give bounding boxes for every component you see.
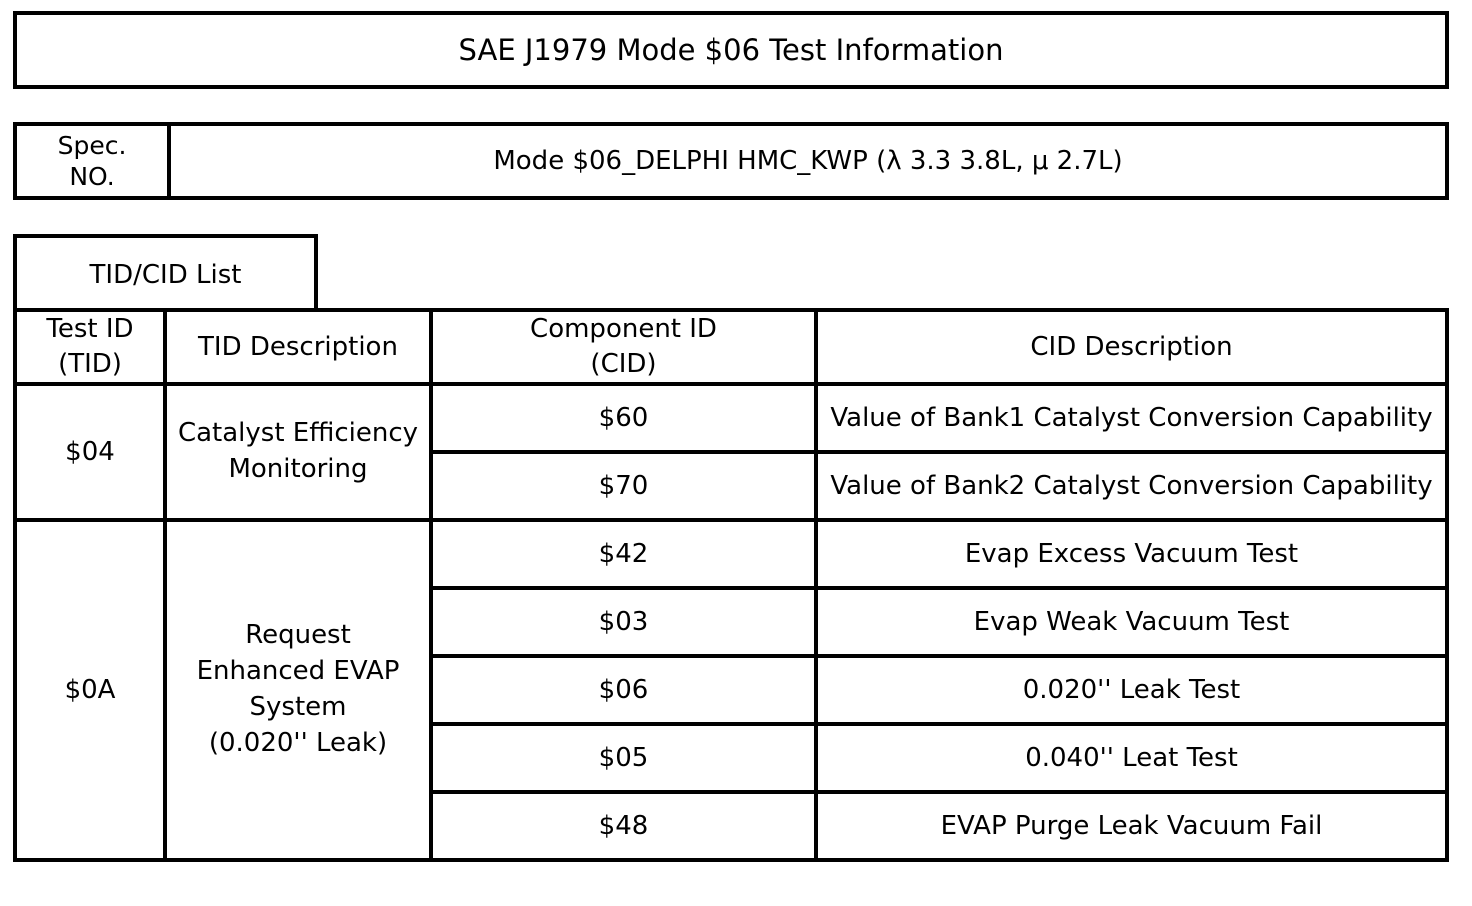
tid-description-cell: Request Enhanced EVAP System (0.020'' Leak) bbox=[165, 520, 431, 860]
tid-cell: $04 bbox=[15, 384, 165, 520]
cid-description-cell: EVAP Purge Leak Vacuum Fail bbox=[816, 792, 1447, 860]
spec-label: Spec. NO. bbox=[17, 126, 171, 196]
spec-value: Mode $06_DELPHI HMC_KWP (λ 3.3 3.8L, μ 2.7L) bbox=[493, 146, 1123, 176]
cid-description-cell: Evap Weak Vacuum Test bbox=[816, 588, 1447, 656]
cid-description-cell: 0.040'' Leat Test bbox=[816, 724, 1447, 792]
table-row bbox=[15, 520, 1447, 588]
tid-cid-table bbox=[13, 308, 1449, 862]
cid-description-cell: Evap Excess Vacuum Test bbox=[816, 520, 1447, 588]
tid-cid-list-label: TID/CID List bbox=[89, 260, 242, 290]
tid-cid-list-tab bbox=[13, 234, 318, 312]
header-test-id: Test ID (TID) bbox=[15, 310, 165, 384]
tid-cell: $0A bbox=[15, 520, 165, 860]
cid-cell: $42 bbox=[431, 520, 816, 588]
document-title bbox=[13, 11, 1449, 89]
title-text: SAE J1979 Mode $06 Test Information bbox=[458, 33, 1004, 67]
tid-description-cell: Catalyst Efficiency Monitoring bbox=[165, 384, 431, 520]
cid-description-cell: Value of Bank1 Catalyst Conversion Capability bbox=[816, 384, 1447, 452]
cid-cell: $05 bbox=[431, 724, 816, 792]
spec-number-row bbox=[13, 122, 1449, 200]
cid-description-cell: 0.020'' Leak Test bbox=[816, 656, 1447, 724]
cid-description-cell: Value of Bank2 Catalyst Conversion Capability bbox=[816, 452, 1447, 520]
cid-cell: $60 bbox=[431, 384, 816, 452]
cid-cell: $03 bbox=[431, 588, 816, 656]
header-cid-description: CID Description bbox=[816, 310, 1447, 384]
cid-cell: $06 bbox=[431, 656, 816, 724]
header-component-id: Component ID (CID) bbox=[431, 310, 816, 384]
cid-cell: $70 bbox=[431, 452, 816, 520]
cid-cell: $48 bbox=[431, 792, 816, 860]
header-tid-description: TID Description bbox=[165, 310, 431, 384]
table-row bbox=[15, 384, 1447, 452]
